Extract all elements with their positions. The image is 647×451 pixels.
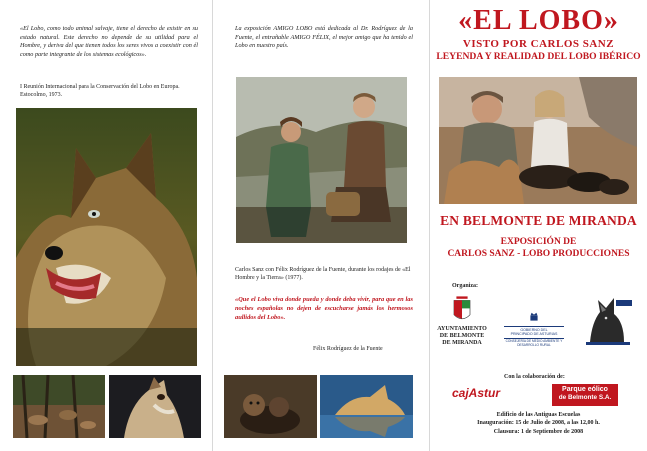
- ayto-line-1: AYUNTAMIENTO: [437, 326, 487, 332]
- quote-source: I Reunión Internacional para la Conservación del Lobo en Europa. Estocolmo, 1973.: [20, 84, 180, 98]
- ayuntamiento-logo: [436, 294, 488, 370]
- felix-quote: «Que el Lobo viva donde pueda y donde deba vivir, para que en las noches españolas no dejen de escucharse jamás los hermosos aullidos del Lobo».: [235, 296, 413, 321]
- subtitle-visto-por: VISTO POR CARLOS SANZ: [462, 38, 615, 50]
- gobierno-asturias-logo: [504, 310, 564, 354]
- closing-text: Clausura: 1 de Septiembre de 2008: [493, 429, 584, 435]
- panel-middle: [213, 0, 430, 451]
- parque-line-2: de Belmonte S.A.: [558, 394, 612, 401]
- wolf-silhouette-icon: [580, 292, 636, 350]
- parque-eolico-logo: [552, 384, 618, 406]
- gobierno-line-2: PRINCIPADO DE ASTURIAS: [510, 332, 558, 337]
- ayto-line-3: DE MIRANDA: [442, 340, 482, 346]
- main-title: «EL LOBO»: [458, 5, 619, 36]
- coat-of-arms-icon: [450, 294, 474, 326]
- ecology-quote: «El Lobo, como todo animal salvaje, tiene el derecho de existir en su estado natural. Este derecho no depende de su utilidad para el Hombre, y deriva del que tienen todos los seres vivos a coexistir con él como parte integrante de los sistemas ecológicos».: [20, 25, 198, 58]
- panel-right-cover: [430, 0, 647, 451]
- exhibition-author: CARLOS SANZ - LOBO PRODUCCIONES: [447, 249, 630, 259]
- cover-photo-man-girl-wolves: [439, 77, 637, 204]
- wolf-pups-photo: [224, 375, 317, 438]
- inauguration-text: Inauguración: 15 de Julio de 2008, a las 12,00 h.: [477, 420, 600, 426]
- parque-line-1: Parque eólico: [562, 386, 608, 393]
- howling-wolf-photo: [109, 375, 201, 438]
- wolves-in-forest-photo: [13, 375, 105, 438]
- photo-caption: Carlos Sanz con Félix Rodríguez de la Fuente, durante los rodajes de «El Hombre y la Tierra» (1977).: [235, 267, 411, 281]
- colaboracion-label: Con la colaboración de:: [504, 374, 565, 380]
- gobierno-line-1: GOBIERNO DEL: [520, 328, 548, 332]
- location-heading: EN BELMONTE DE MIRANDA: [440, 213, 637, 228]
- subtitle-leyenda: LEYENDA Y REALIDAD DEL LOBO IBÉRICO: [436, 51, 641, 62]
- carlos-sanz-felix-photo: [236, 77, 407, 243]
- asturias-crown-icon: [528, 310, 540, 324]
- venue-text: Edificio de las Antiguas Escuelas: [496, 412, 581, 418]
- gobierno-line-3: CONSEJERÍA DE MEDIO AMBIENTE Y DESARROLLO RURAL: [505, 338, 563, 347]
- felix-quote-author: Félix Rodríguez de la Fuente: [313, 346, 383, 352]
- dedication-text: La exposición AMIGO LOBO está dedicada al Dr. Rodríguez de la Fuente, el entrañable AMIGO FÉLIX, el mejor amigo que ha tenido el Lobo en nuestro país.: [235, 25, 413, 50]
- lobo-producciones-logo: [580, 292, 636, 350]
- ayto-line-2: DE BELMONTE: [439, 333, 485, 339]
- exhibition-label: EXPOSICIÓN DE: [500, 237, 577, 247]
- panel-left: [0, 0, 213, 451]
- wolf-portrait-photo: [16, 108, 197, 366]
- organiza-label: Organiza:: [452, 283, 478, 289]
- wolf-by-water-photo: [320, 375, 413, 438]
- cajastur-logo: cajAstur: [452, 386, 501, 400]
